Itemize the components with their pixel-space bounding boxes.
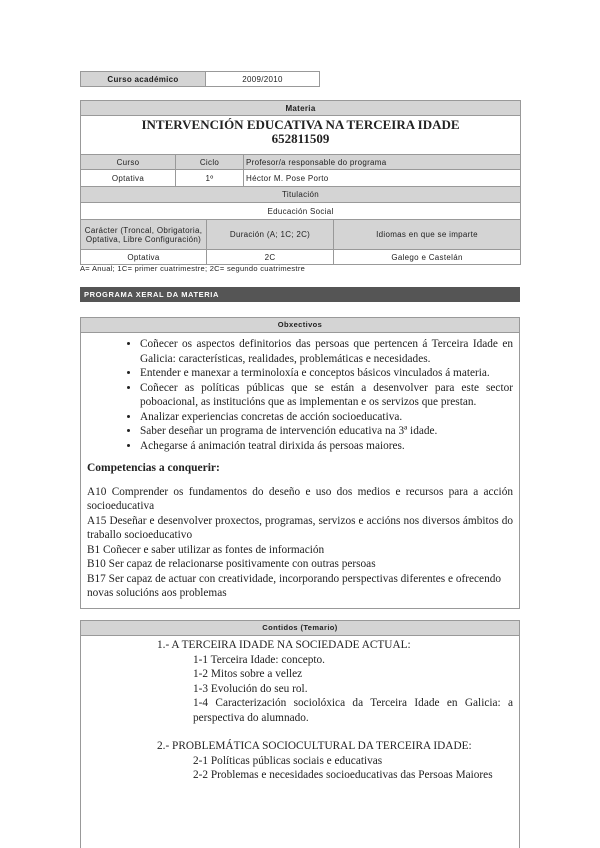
list-item: • Saber deseñar un programa de intervención educativa na 3ª idade. [140,424,513,439]
competencia-item: A10 Comprender os fundamentos do deseño e uso dos medios e recursos para a acción socioeducativa [87,485,513,512]
competencia-item: B10 Ser capaz de relacionarse positivamente con outras persoas [87,558,376,570]
list-item: • Analizar experiencias concretas de acción socioeducativa. [140,410,513,425]
materia-title-text: INTERVENCIÓN EDUCATIVA NA TERCEIRA IDADE [141,117,460,132]
curso-academico-label: Curso académico [81,72,206,87]
section-heading: 2.- PROBLEMÁTICA SOCIOCULTURAL DA TERCEIRA IDADE: [157,740,472,752]
caracter-label: Carácter (Troncal, Obrigatoria, Optativa, Libre Configuración) [81,220,207,250]
curso-value: Optativa [81,170,176,187]
materia-code: 652811509 [271,131,330,146]
obxectivos-list [81,337,519,453]
competencia-item: B17 Ser capaz de actuar con creatividade, incorporando perspectivas diferentes e ofrecendo novas solucións aos problemas [87,572,502,599]
contidos-header: Contidos (Temario) [81,621,519,636]
obxectivos-box [80,317,520,609]
materia-header: Materia [81,101,521,116]
materia-table [80,100,521,265]
topic-item: 1-4 Caracterización sociolóxica da Terceira Idade en Galicia: a perspectiva do alumnado. [193,697,513,724]
caracter-value: Optativa [81,250,207,265]
titulacion-value: Educación Social [81,203,521,220]
profesor-value: Héctor M. Pose Porto [244,170,521,187]
competencias [81,461,519,603]
topic-item: 2-2 Problemas e necesidades socioeducativas das Persoas Maiores [193,769,493,781]
ciclo-label: Ciclo [176,155,244,170]
materia-title [81,116,521,155]
competencias-title: Competencias a conquerir: [87,462,220,474]
contidos-box [80,620,520,848]
curso-label: Curso [81,155,176,170]
list-item: • Achegarse á animación teatral dirixida ás persoas maiores. [140,439,513,454]
profesor-label: Profesor/a responsable do programa [244,155,521,170]
section-spacer [157,725,519,739]
competencia-item: B1 Coñecer e saber utilizar as fontes de información [87,543,325,556]
curso-academico-table [80,71,320,87]
curso-academico-value: 2009/2010 [206,72,320,87]
idiomas-value: Galego e Castelán [334,250,521,265]
duracion-label: Duración (A; 1C; 2C) [207,220,334,250]
list-item: • Coñecer os aspectos definitorios das persoas que pertencen á Terceira Idade en Galicia: características, realidades, problemáticas e necesidades. [140,337,513,366]
section-heading: 1.- A TERCEIRA IDADE NA SOCIEDADE ACTUAL: [157,639,411,651]
topic-item: 1-2 Mitos sobre a vellez [193,668,303,680]
list-item: • Coñecer as políticas públicas que se están a desenvolver para este sector poboacional, as institucións que as implementan e os servizos que prestan. [140,381,513,410]
titulacion-label: Titulación [81,187,521,203]
duracion-footnote: A= Anual; 1C= primer cuatrimestre; 2C= segundo cuatrimestre [80,264,306,273]
section-banner: PROGRAMA XERAL DA MATERIA [80,287,520,302]
competencia-item: A15 Deseñar e desenvolver proxectos, programas, servizos e accións nos diversos ámbitos do traballo socioeducativo [87,514,513,541]
obxectivos-header: Obxectivos [81,318,519,333]
topic-item: 2-1 Políticas públicas sociais e educativas [193,754,383,767]
topic-item: 1-3 Evolución do seu rol. [193,682,308,695]
duracion-value: 2C [207,250,334,265]
contidos-list [81,636,519,783]
list-item: • Entender e manexar a terminoloxía e conceptos básicos vinculados á materia. [140,366,513,381]
topic-item: 1-1 Terceira Idade: concepto. [193,653,325,666]
idiomas-label: Idiomas en que se imparte [334,220,521,250]
ciclo-value: 1º [176,170,244,187]
